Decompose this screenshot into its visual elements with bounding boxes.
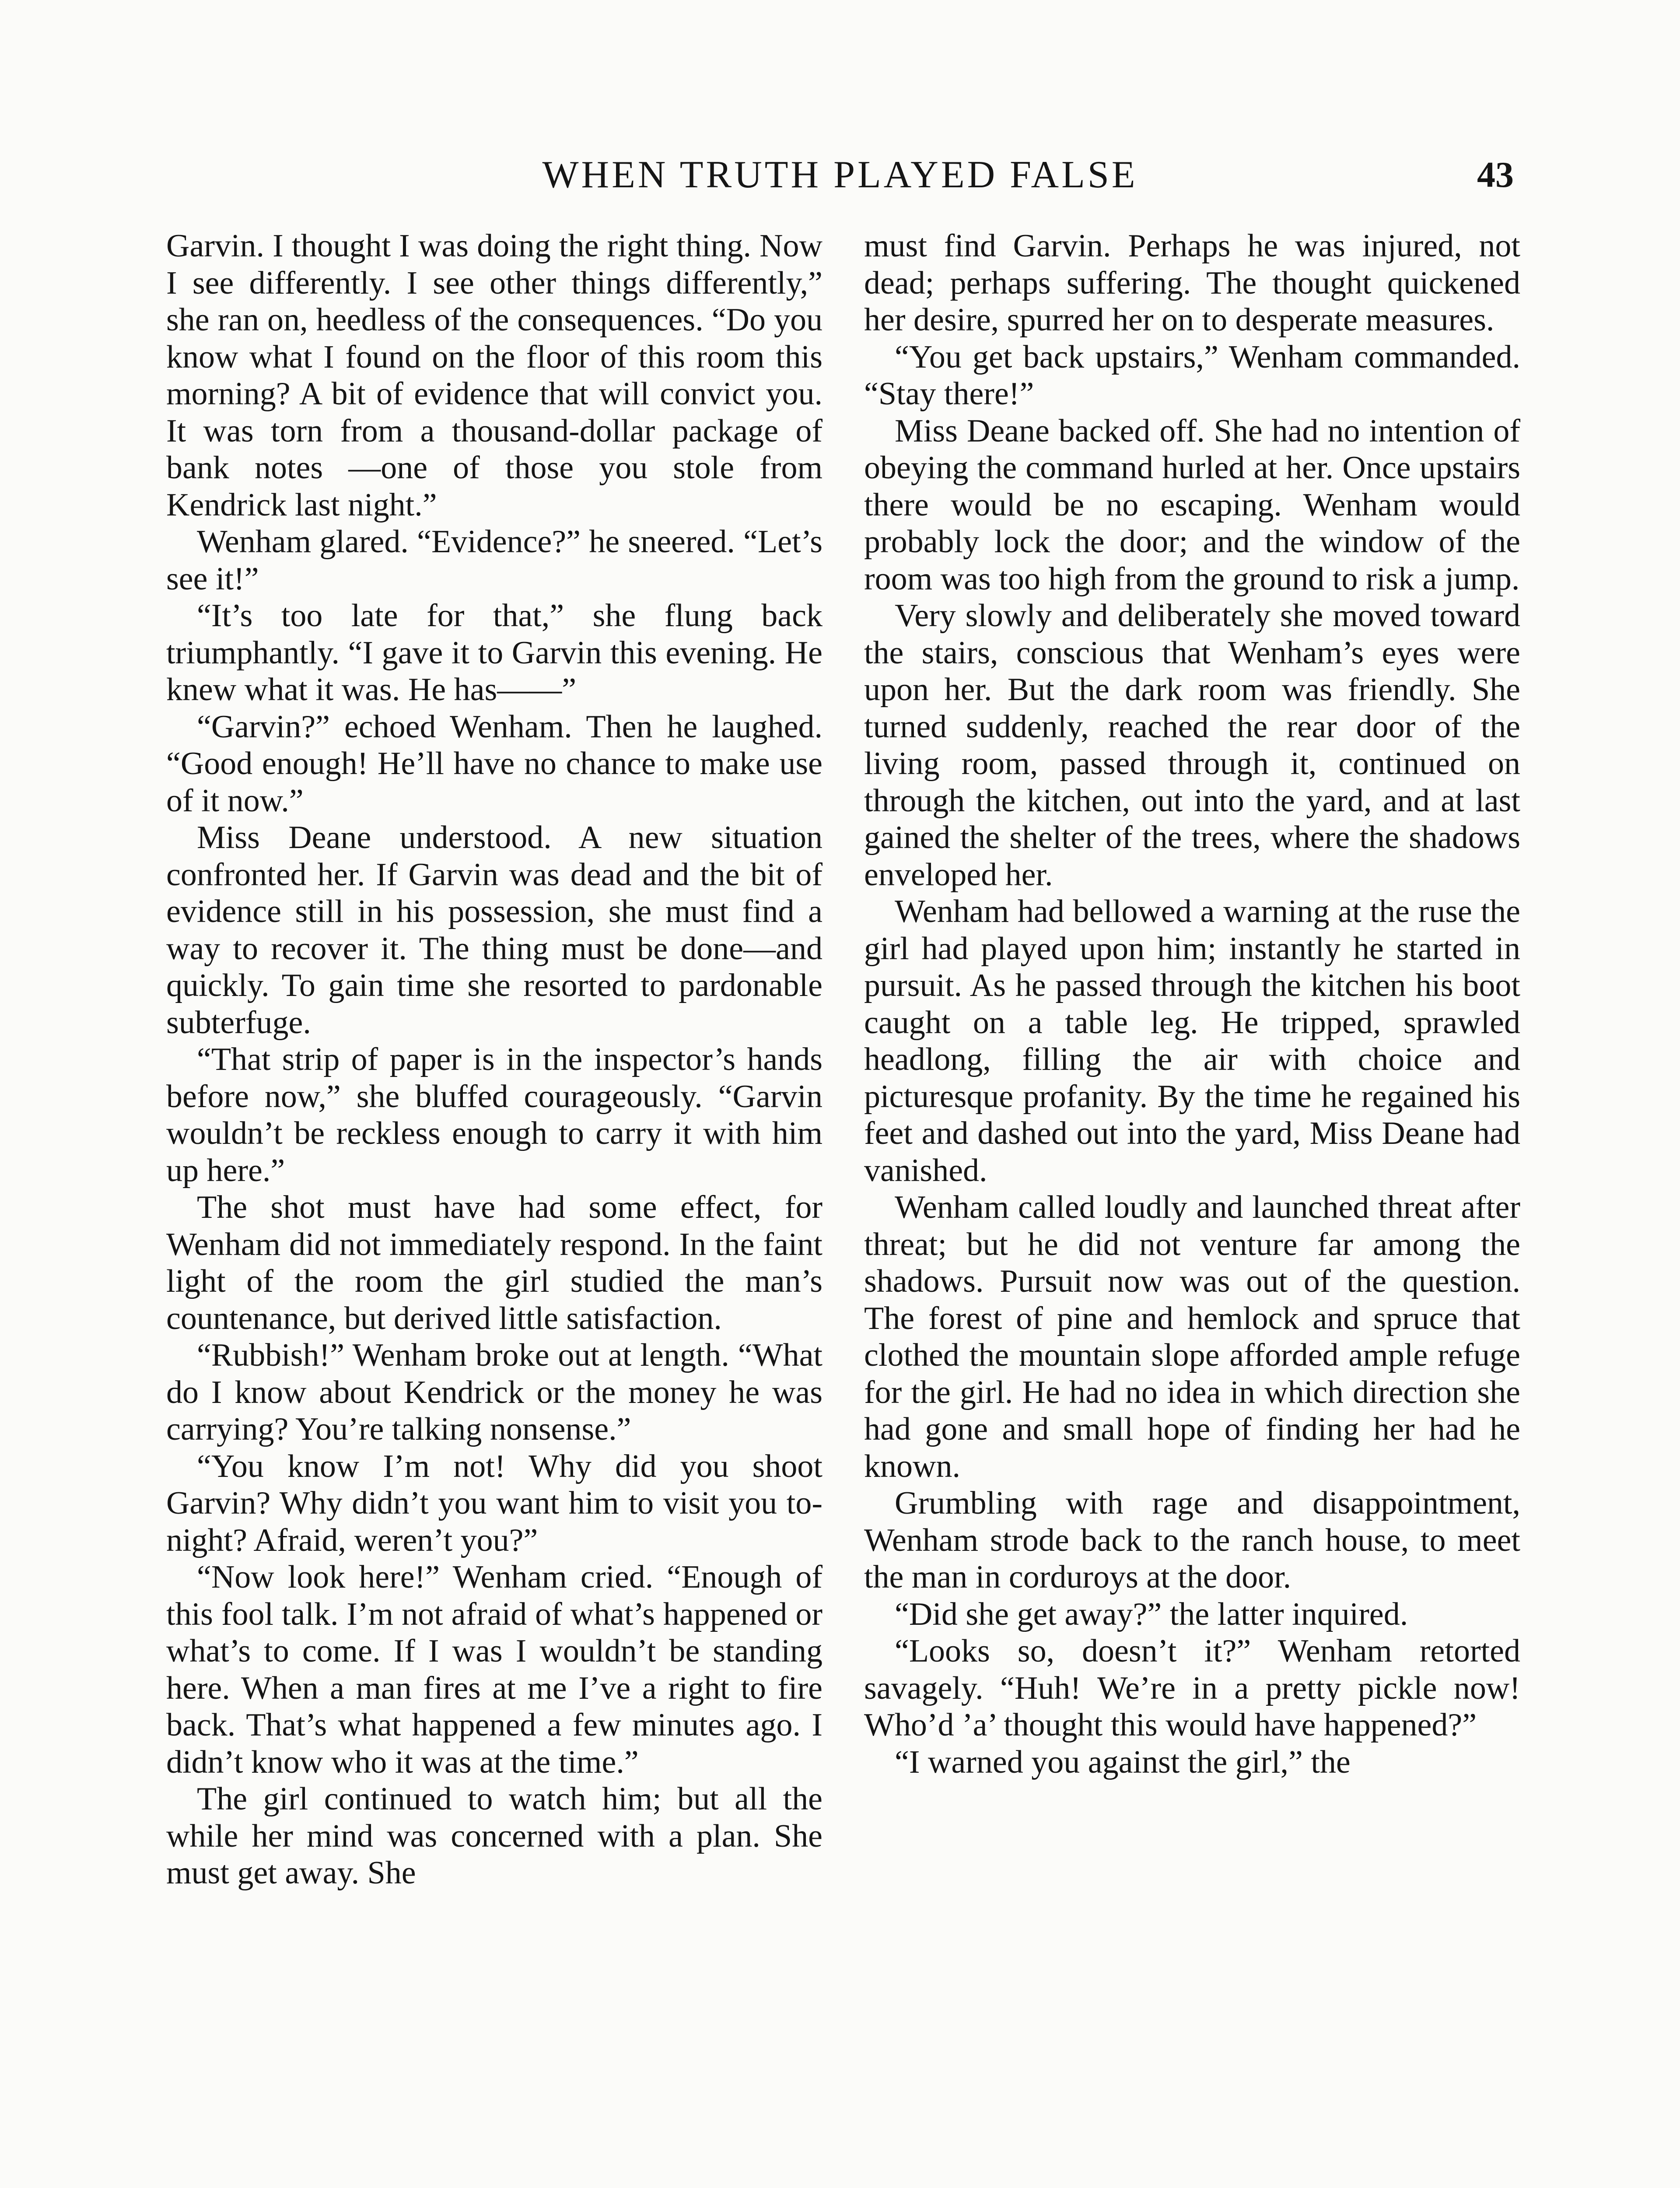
paragraph: must find Garvin. Perhaps he was injured, not dead; perhaps suffering. The thought quickened her desire, spurred her on to desperate measures. xyxy=(864,228,1520,338)
paragraph: “Did she get away?” the latter inquired. xyxy=(895,1596,1408,1632)
paragraph: The shot must have had some effect, for Wenham did not immediately respond. In the faint light of the room the girl studied the man’s countenance, but derived little satisfaction. xyxy=(166,1189,822,1336)
paragraph: “Garvin?” echoed Wenham. Then he laughed. “Good enough! He’ll have no chance to make use of it now.” xyxy=(166,708,822,819)
paragraph: The girl continued to watch him; but all the while her mind was concerned with a plan. She must get away. She xyxy=(166,1781,822,1891)
paragraph: “Looks so, doesn’t it?” Wenham retorted savagely. “Huh! We’re in a pretty pickle now! Who’d ’a’ thought this would have happened?” xyxy=(864,1633,1520,1743)
paragraph: “Rubbish!” Wenham broke out at length. “What do I know about Kendrick or the money he was carrying? You’re talking nonsense.” xyxy=(166,1337,822,1447)
paragraph: Wenham called loudly and launched threat after threat; but he did not venture far among the shadows. Pursuit now was out of the question. The forest of pine and hemlock and spruce that clothed the mountain slope afforded ample refuge for the girl. He had no idea in which direction she had gone and small hope of finding her had he known. xyxy=(864,1189,1520,1484)
paragraph: Miss Deane backed off. She had no intention of obeying the command hurled at her. Once upstairs there would be no escaping. Wenham would probably lock the door; and the window of the room was too high from the ground to risk a jump. xyxy=(864,413,1520,597)
paragraph: Garvin. I thought I was doing the right thing. Now I see differently. I see other things differently,” she ran on, heedless of the consequences. “Do you know what I found on the floor of this room this morning? A bit of evidence that will convict you. It was torn from a thousand-dollar package of bank notes —one of those you stole from Kendrick last night.” xyxy=(166,228,822,523)
paragraph: “It’s too late for that,” she flung back triumphantly. “I gave it to Garvin this evening. He knew what it was. He has——” xyxy=(166,598,822,708)
paragraph: “You get back upstairs,” Wenham commanded. “Stay there!” xyxy=(864,339,1520,412)
page-number: 43 xyxy=(1477,154,1514,195)
right-column xyxy=(864,228,1520,1781)
paragraph: “You know I’m not! Why did you shoot Garvin? Why didn’t you want him to visit you to-night? Afraid, weren’t you?” xyxy=(166,1448,822,1558)
paragraph: “Now look here!” Wenham cried. “Enough of this fool talk. I’m not afraid of what’s happened or what’s to come. If I was I wouldn’t be standing here. When a man fires at me I’ve a right to fire back. That’s what happened a few minutes ago. I didn’t know who it was at the time.” xyxy=(166,1559,822,1780)
running-title: WHEN TRUTH PLAYED FALSE xyxy=(542,154,1138,196)
left-column xyxy=(166,228,822,1892)
paragraph: Very slowly and deliberately she moved toward the stairs, conscious that Wenham’s eyes were upon her. But the dark room was friendly. She turned suddenly, reached the rear door of the living room, passed through it, continued on through the kitchen, out into the yard, and at last gained the shelter of the trees, where the shadows enveloped her. xyxy=(864,598,1520,893)
paragraph: “That strip of paper is in the inspector’s hands before now,” she bluffed courageously. “Garvin wouldn’t be reckless enough to carry it with him up here.” xyxy=(166,1041,822,1189)
paragraph: Grumbling with rage and disappointment, Wenham strode back to the ranch house, to meet the man in corduroys at the door. xyxy=(864,1485,1520,1595)
paragraph: “I warned you against the girl,” the xyxy=(895,1744,1351,1780)
page-header xyxy=(0,149,1680,201)
paragraph: Miss Deane understood. A new situation confronted her. If Garvin was dead and the bit of evidence still in his possession, she must find a way to recover it. The thing must be done—and quickly. To gain time she resorted to pardonable subterfuge. xyxy=(166,820,822,1041)
paragraph: Wenham had bellowed a warning at the ruse the girl had played upon him; instantly he started in pursuit. As he passed through the kitchen his boot caught on a table leg. He tripped, sprawled headlong, filling the air with choice and picturesque profanity. By the time he regained his feet and dashed out into the yard, Miss Deane had vanished. xyxy=(864,894,1520,1189)
paragraph: Wenham glared. “Evidence?” he sneered. “Let’s see it!” xyxy=(166,524,822,597)
